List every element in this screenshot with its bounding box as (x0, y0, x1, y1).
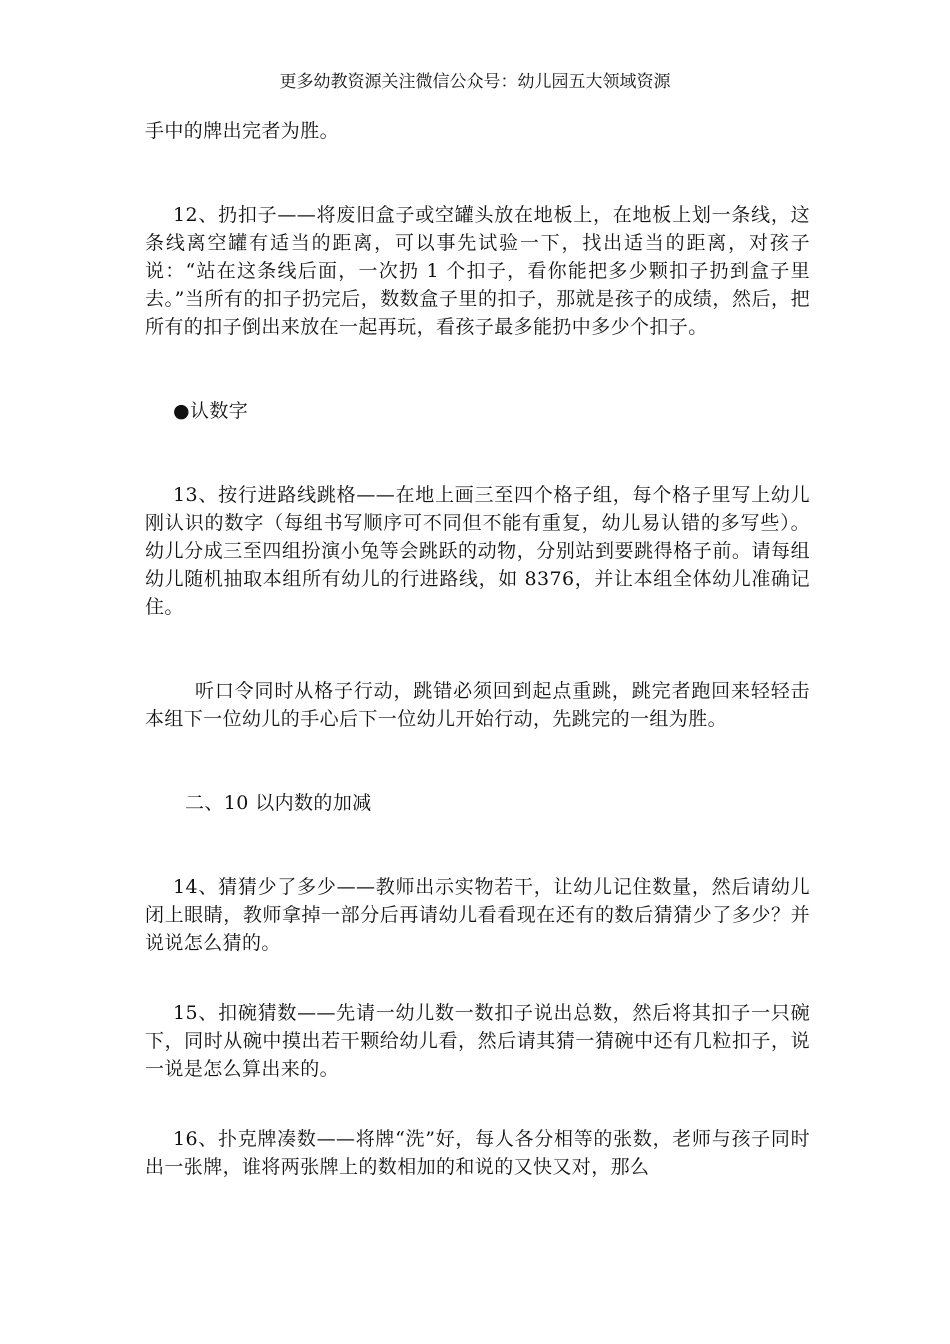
paragraph-spacer (145, 341, 810, 397)
paragraph-spacer (145, 425, 810, 481)
paragraph-spacer (145, 817, 810, 873)
page-header: 更多幼教资源关注微信公众号：幼儿园五大领域资源 (279, 72, 671, 92)
paragraph-spacer (145, 621, 810, 677)
paragraph-spacer (145, 957, 810, 999)
paragraph-spacer (145, 145, 810, 201)
paragraph-item-12: 12、扔扣子——将废旧盒子或空罐头放在地板上，在地板上划一条线，这条线离空罐有适当的距离，可以事先试验一下，找出适当的距离，对孩子说：“站在这条线后面，一次扔 1 个扣子，看你能把多少颗扣子扔到盒子里去。”当所有的扣子扔完后，数数盒子里的扣子，那就是孩子的成绩，然后，把所有的扣子倒出来放在一起再玩，看孩子最多能扔中多少个扣子。 (145, 204, 810, 338)
section-heading-recognize-numbers: ●认数字 (173, 400, 249, 422)
paragraph-item-13-rules: 听口令同时从格子行动，跳错必须回到起点重跳，跳完者跑回来轻轻击本组下一位幼儿的手心后下一位幼儿开始行动，先跳完的一组为胜。 (145, 680, 810, 730)
paragraph-item-14: 14、猜猜少了多少——教师出示实物若干，让幼儿记住数量，然后请幼儿闭上眼睛，教师拿掉一部分后再请幼儿看看现在还有的数后猜猜少了多少？并说说怎么猜的。 (145, 876, 810, 954)
paragraph-item-13: 13、按行进路线跳格——在地上画三至四个格子组，每个格子里写上幼儿刚认识的数字（每组书写顺序可不同但不能有重复，幼儿易认错的多写些）。幼儿分成三至四组扮演小兔等会跳跃的动物，分别站到要跳得格子前。请每组幼儿随机抽取本组所有幼儿的行进路线，如 8376，并让本组全体幼儿准确记住。 (145, 484, 810, 618)
document-body (145, 117, 810, 1181)
paragraph-spacer (145, 1083, 810, 1125)
paragraph-continuation: 手中的牌出完者为胜。 (145, 120, 340, 142)
section-heading-addition-subtraction: 二、10 以内数的加减 (185, 792, 372, 814)
paragraph-item-15: 15、扣碗猜数——先请一幼儿数一数扣子说出总数，然后将其扣子一只碗下，同时从碗中摸出若干颗给幼儿看，然后请其猜一猜碗中还有几粒扣子，说一说是怎么算出来的。 (145, 1002, 810, 1080)
paragraph-item-16: 16、扑克牌凑数——将牌“洗”好，每人各分相等的张数，老师与孩子同时出一张牌，谁将两张牌上的数相加的和说的又快又对，那么 (145, 1128, 810, 1178)
paragraph-spacer (145, 733, 810, 789)
